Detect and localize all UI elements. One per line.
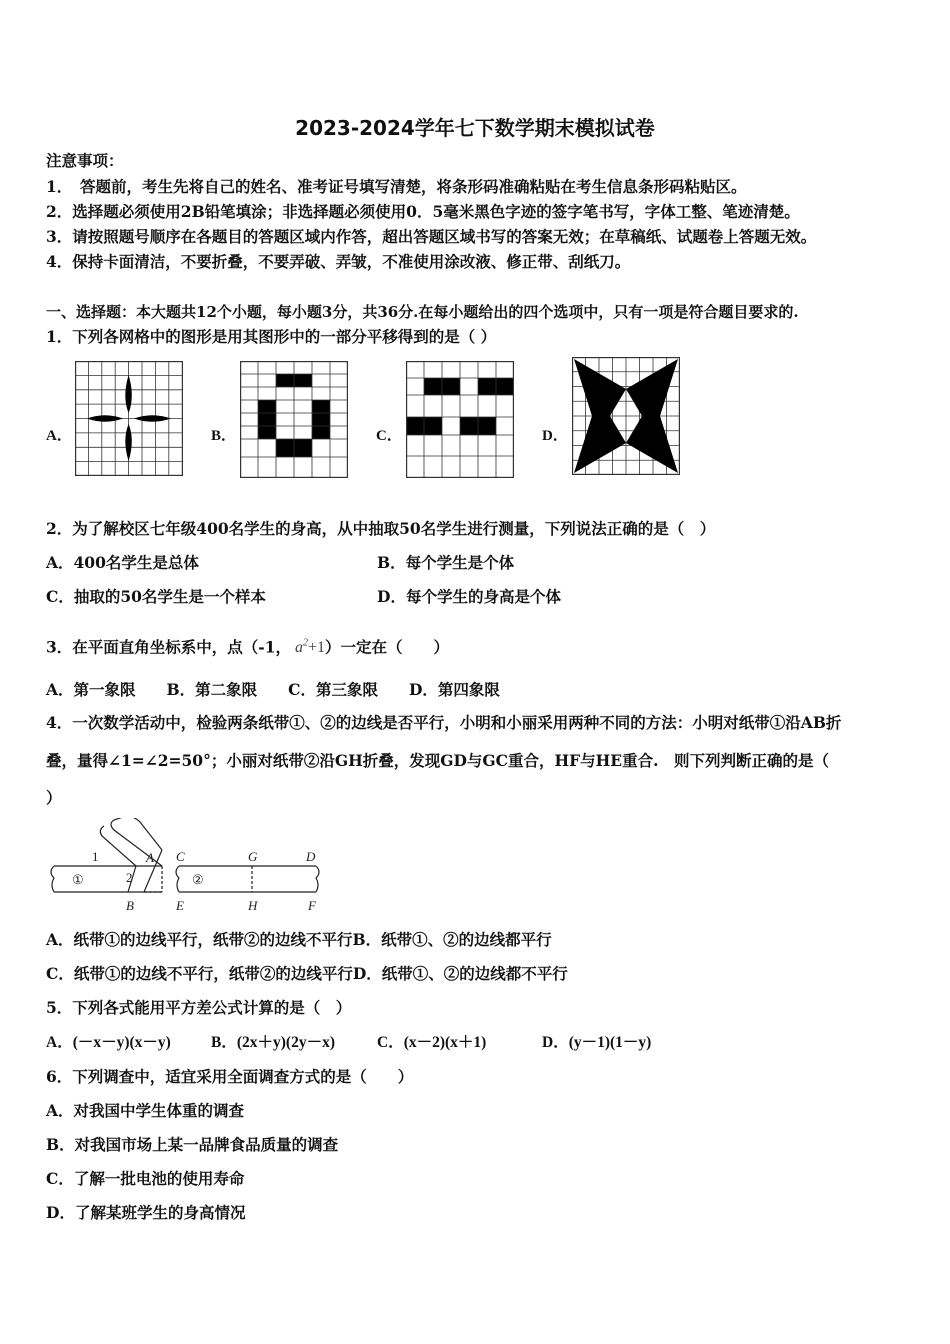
q5-option-b: B．(2x＋y)(2y－x) bbox=[211, 1034, 335, 1051]
q1-figure-d bbox=[572, 357, 680, 475]
q3-options: A．第一象限 B．第二象限 C．第三象限 D．第四象限 bbox=[46, 680, 500, 699]
q1-label-b: B． bbox=[211, 428, 237, 444]
q2-option-a: A．400名学生是总体 bbox=[46, 553, 199, 572]
q6-stem: 6．下列调查中，适宜采用全面调查方式的是（ ） bbox=[46, 1067, 414, 1086]
q4-fig-angle1: 1 bbox=[92, 849, 99, 864]
q4-options-ab: A．纸带①的边线平行，纸带②的边线不平行B．纸带①、②的边线都平行 bbox=[46, 930, 552, 949]
q6-option-c: C．了解一批电池的使用寿命 bbox=[46, 1169, 245, 1188]
q3-expr-exp: 2 bbox=[303, 638, 309, 649]
notice-item-3: 3．请按照题号顺序在各题目的答题区域内作答，超出答题区域书写的答案无效；在草稿纸、试题卷上答题无效。 bbox=[46, 227, 817, 246]
q4-stem-line1: 4．一次数学活动中，检验两条纸带①、②的边线是否平行，小明和小丽采用两种不同的方法：小明对纸带①沿AB折 bbox=[46, 713, 842, 732]
q3-stem-pre: 3．在平面直角坐标系中，点（-1， bbox=[46, 637, 292, 657]
q4-fig-point-e: E bbox=[176, 898, 184, 913]
q2-stem: 2．为了解校区七年级400名学生的身高，从中抽取50名学生进行测量，下列说法正确的是（ ） bbox=[46, 519, 716, 538]
q5-option-d: D．(y－1)(1－y) bbox=[542, 1034, 652, 1051]
q5-stem: 5．下列各式能用平方差公式计算的是（ ） bbox=[46, 998, 352, 1017]
q1-label-d: D． bbox=[542, 428, 568, 444]
q2-option-b: B．每个学生是个体 bbox=[377, 553, 515, 572]
q6-option-a: A．对我国中学生体重的调查 bbox=[46, 1101, 245, 1120]
q3-expr-tail: +1 bbox=[308, 639, 326, 657]
q4-fig-point-d: D bbox=[306, 849, 316, 864]
q4-stem-line3: ） bbox=[46, 788, 62, 807]
q1-figure-a bbox=[75, 361, 183, 476]
q3-expression bbox=[291, 639, 325, 656]
section-heading: 一、选择题：本大题共12个小题，每小题3分，共36分.在每小题给出的四个选项中，只有一项是符合题目要求的. bbox=[46, 303, 799, 321]
q3-expr-base: a bbox=[295, 639, 304, 657]
q4-fig-point-a: A bbox=[146, 850, 154, 865]
q1-label-c: C． bbox=[376, 428, 402, 444]
q4-fig-point-h: H bbox=[248, 898, 258, 913]
q6-option-d: D．了解某班学生的身高情况 bbox=[46, 1203, 246, 1222]
q1-label-a: A． bbox=[46, 428, 72, 444]
notice-item-2: 2．选择题必须使用2B铅笔填涂；非选择题必须使用0．5毫米黑色字迹的签字笔书写，字体工整、笔迹清楚。 bbox=[46, 202, 800, 221]
q3-stem-post: ）一定在（ ） bbox=[325, 637, 450, 657]
q2-option-d: D．每个学生的身高是个体 bbox=[377, 587, 561, 606]
q4-fig-point-g: G bbox=[248, 849, 258, 864]
q4-fig-point-f: F bbox=[308, 898, 316, 913]
q4-fig-point-c: C bbox=[176, 849, 185, 864]
q6-option-b: B．对我国市场上某一品牌食品质量的调查 bbox=[46, 1135, 339, 1154]
q3-stem bbox=[46, 634, 449, 658]
q4-options-cd: C．纸带①的边线不平行，纸带②的边线平行D．纸带①、②的边线都不平行 bbox=[46, 964, 568, 983]
q4-stem-line2: 叠，量得∠1=∠2=50°；小丽对纸带②沿GH折叠，发现GD与GC重合，HF与HE重合. 则下列判断正确的是（ bbox=[46, 751, 829, 770]
q4-fig-point-b: B bbox=[126, 898, 134, 913]
page-title: 2023-2024学年七下数学期末模拟试卷 bbox=[295, 116, 655, 140]
q5-option-c: C．(x－2)(x＋1) bbox=[377, 1034, 487, 1051]
q5-option-a: A．(－x－y)(x－y) bbox=[46, 1034, 171, 1051]
q4-fig-angle2: 2 bbox=[126, 870, 133, 885]
q1-stem: 1．下列各网格中的图形是用其图形中的一部分平移得到的是（ ） bbox=[46, 327, 497, 346]
q4-figure bbox=[44, 818, 334, 918]
q1-figure-b bbox=[240, 361, 348, 478]
q4-fig-strip2: ② bbox=[192, 872, 204, 887]
q2-option-c: C．抽取的50名学生是一个样本 bbox=[46, 587, 266, 606]
notice-heading: 注意事项： bbox=[46, 151, 124, 170]
notice-item-4: 4．保持卡面清洁，不要折叠，不要弄破、弄皱，不准使用涂改液、修正带、刮纸刀。 bbox=[46, 252, 631, 271]
notice-item-1: 1． 答题前，考生先将自己的姓名、准考证号填写清楚，将条形码准确粘贴在考生信息条形码粘贴区。 bbox=[46, 177, 747, 196]
q1-figure-c bbox=[406, 361, 514, 478]
q4-fig-strip1: ① bbox=[72, 872, 84, 887]
